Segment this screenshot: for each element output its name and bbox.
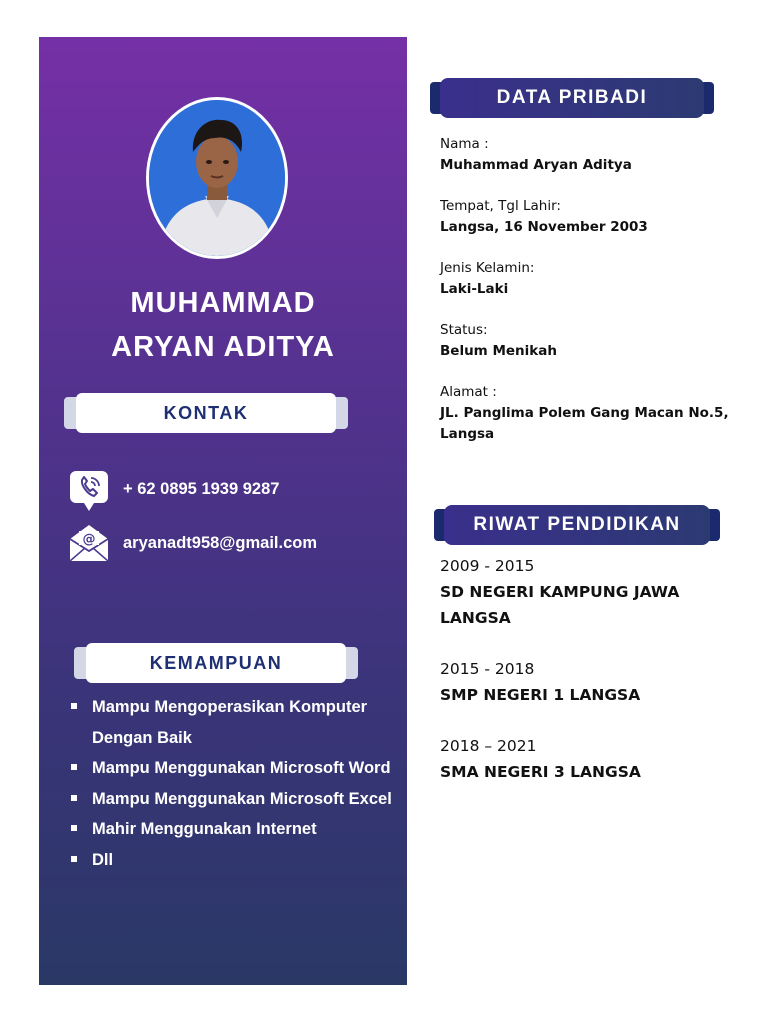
field-value: Belum Menikah xyxy=(440,343,557,359)
education-list xyxy=(440,553,740,810)
skill-item xyxy=(69,784,399,815)
field-value: Laki-Laki xyxy=(440,281,509,297)
education-years: 2009 - 2015 xyxy=(440,557,535,575)
field-label: Tempat, Tgl Lahir: xyxy=(440,198,561,214)
field-label: Jenis Kelamin: xyxy=(440,260,535,276)
skill-text: Mampu Mengoperasikan Komputer Dengan Baik xyxy=(92,698,368,747)
sidebar xyxy=(39,37,407,985)
bullet-icon xyxy=(71,856,77,862)
education-heading-label: RIWAT PENDIDIKAN xyxy=(444,505,710,545)
field-label: Status: xyxy=(440,322,488,338)
education-heading xyxy=(434,505,720,545)
personal-field-birth xyxy=(440,196,740,238)
skill-text: Mahir Menggunakan Internet xyxy=(92,820,317,838)
skill-item xyxy=(69,753,399,784)
phone-number[interactable]: + 62 0895 1939 9287 xyxy=(123,479,280,498)
skill-item xyxy=(69,814,399,845)
skill-item xyxy=(69,692,399,753)
personal-heading-label: DATA PRIBADI xyxy=(440,78,704,118)
education-school: SD NEGERI KAMPUNG JAWA LANGSA xyxy=(440,583,680,627)
field-value: Muhammad Aryan Aditya xyxy=(440,157,632,173)
name-line-2: ARYAN ADITYA xyxy=(111,331,335,363)
skill-text: Dll xyxy=(92,850,114,869)
education-years: 2015 - 2018 xyxy=(440,660,535,678)
person-photo-illustration xyxy=(149,100,285,256)
education-item xyxy=(440,733,740,785)
bullet-icon xyxy=(71,703,77,709)
field-value: Langsa, 16 November 2003 xyxy=(440,219,648,235)
phone-icon xyxy=(67,467,111,511)
email-icon xyxy=(67,521,111,565)
field-label: Alamat : xyxy=(440,384,497,400)
bullet-icon xyxy=(71,825,77,831)
personal-field-status xyxy=(440,320,740,362)
personal-field-gender xyxy=(440,258,740,300)
svg-text:@: @ xyxy=(82,532,96,547)
profile-name xyxy=(39,281,407,369)
skill-text: Mampu Menggunakan Microsoft Excel xyxy=(92,789,392,808)
education-school: SMP NEGERI 1 LANGSA xyxy=(440,686,641,704)
education-years: 2018 – 2021 xyxy=(440,737,537,755)
skill-item xyxy=(69,845,399,876)
personal-heading xyxy=(430,78,714,118)
email-row xyxy=(67,521,317,565)
education-item xyxy=(440,656,740,708)
contact-heading-label: KONTAK xyxy=(76,393,336,433)
bullet-icon xyxy=(71,795,77,801)
profile-photo xyxy=(146,97,288,259)
skills-heading xyxy=(74,643,358,683)
education-item xyxy=(440,553,740,631)
field-label: Nama : xyxy=(440,136,489,152)
field-value: JL. Panglima Polem Gang Macan No.5, Langsa xyxy=(440,405,729,442)
contact-heading xyxy=(64,393,348,433)
education-school: SMA NEGERI 3 LANGSA xyxy=(440,763,641,781)
phone-row xyxy=(67,467,279,511)
personal-field-address xyxy=(440,382,740,445)
skills-heading-label: KEMAMPUAN xyxy=(86,643,346,683)
skills-list xyxy=(69,692,399,875)
name-line-1: MUHAMMAD xyxy=(130,287,316,319)
bullet-icon xyxy=(71,764,77,770)
email-address[interactable]: aryanadt958@gmail.com xyxy=(123,533,318,552)
personal-field-name xyxy=(440,134,740,176)
skill-text: Mampu Menggunakan Microsoft Word xyxy=(92,759,391,777)
personal-data xyxy=(440,134,740,465)
